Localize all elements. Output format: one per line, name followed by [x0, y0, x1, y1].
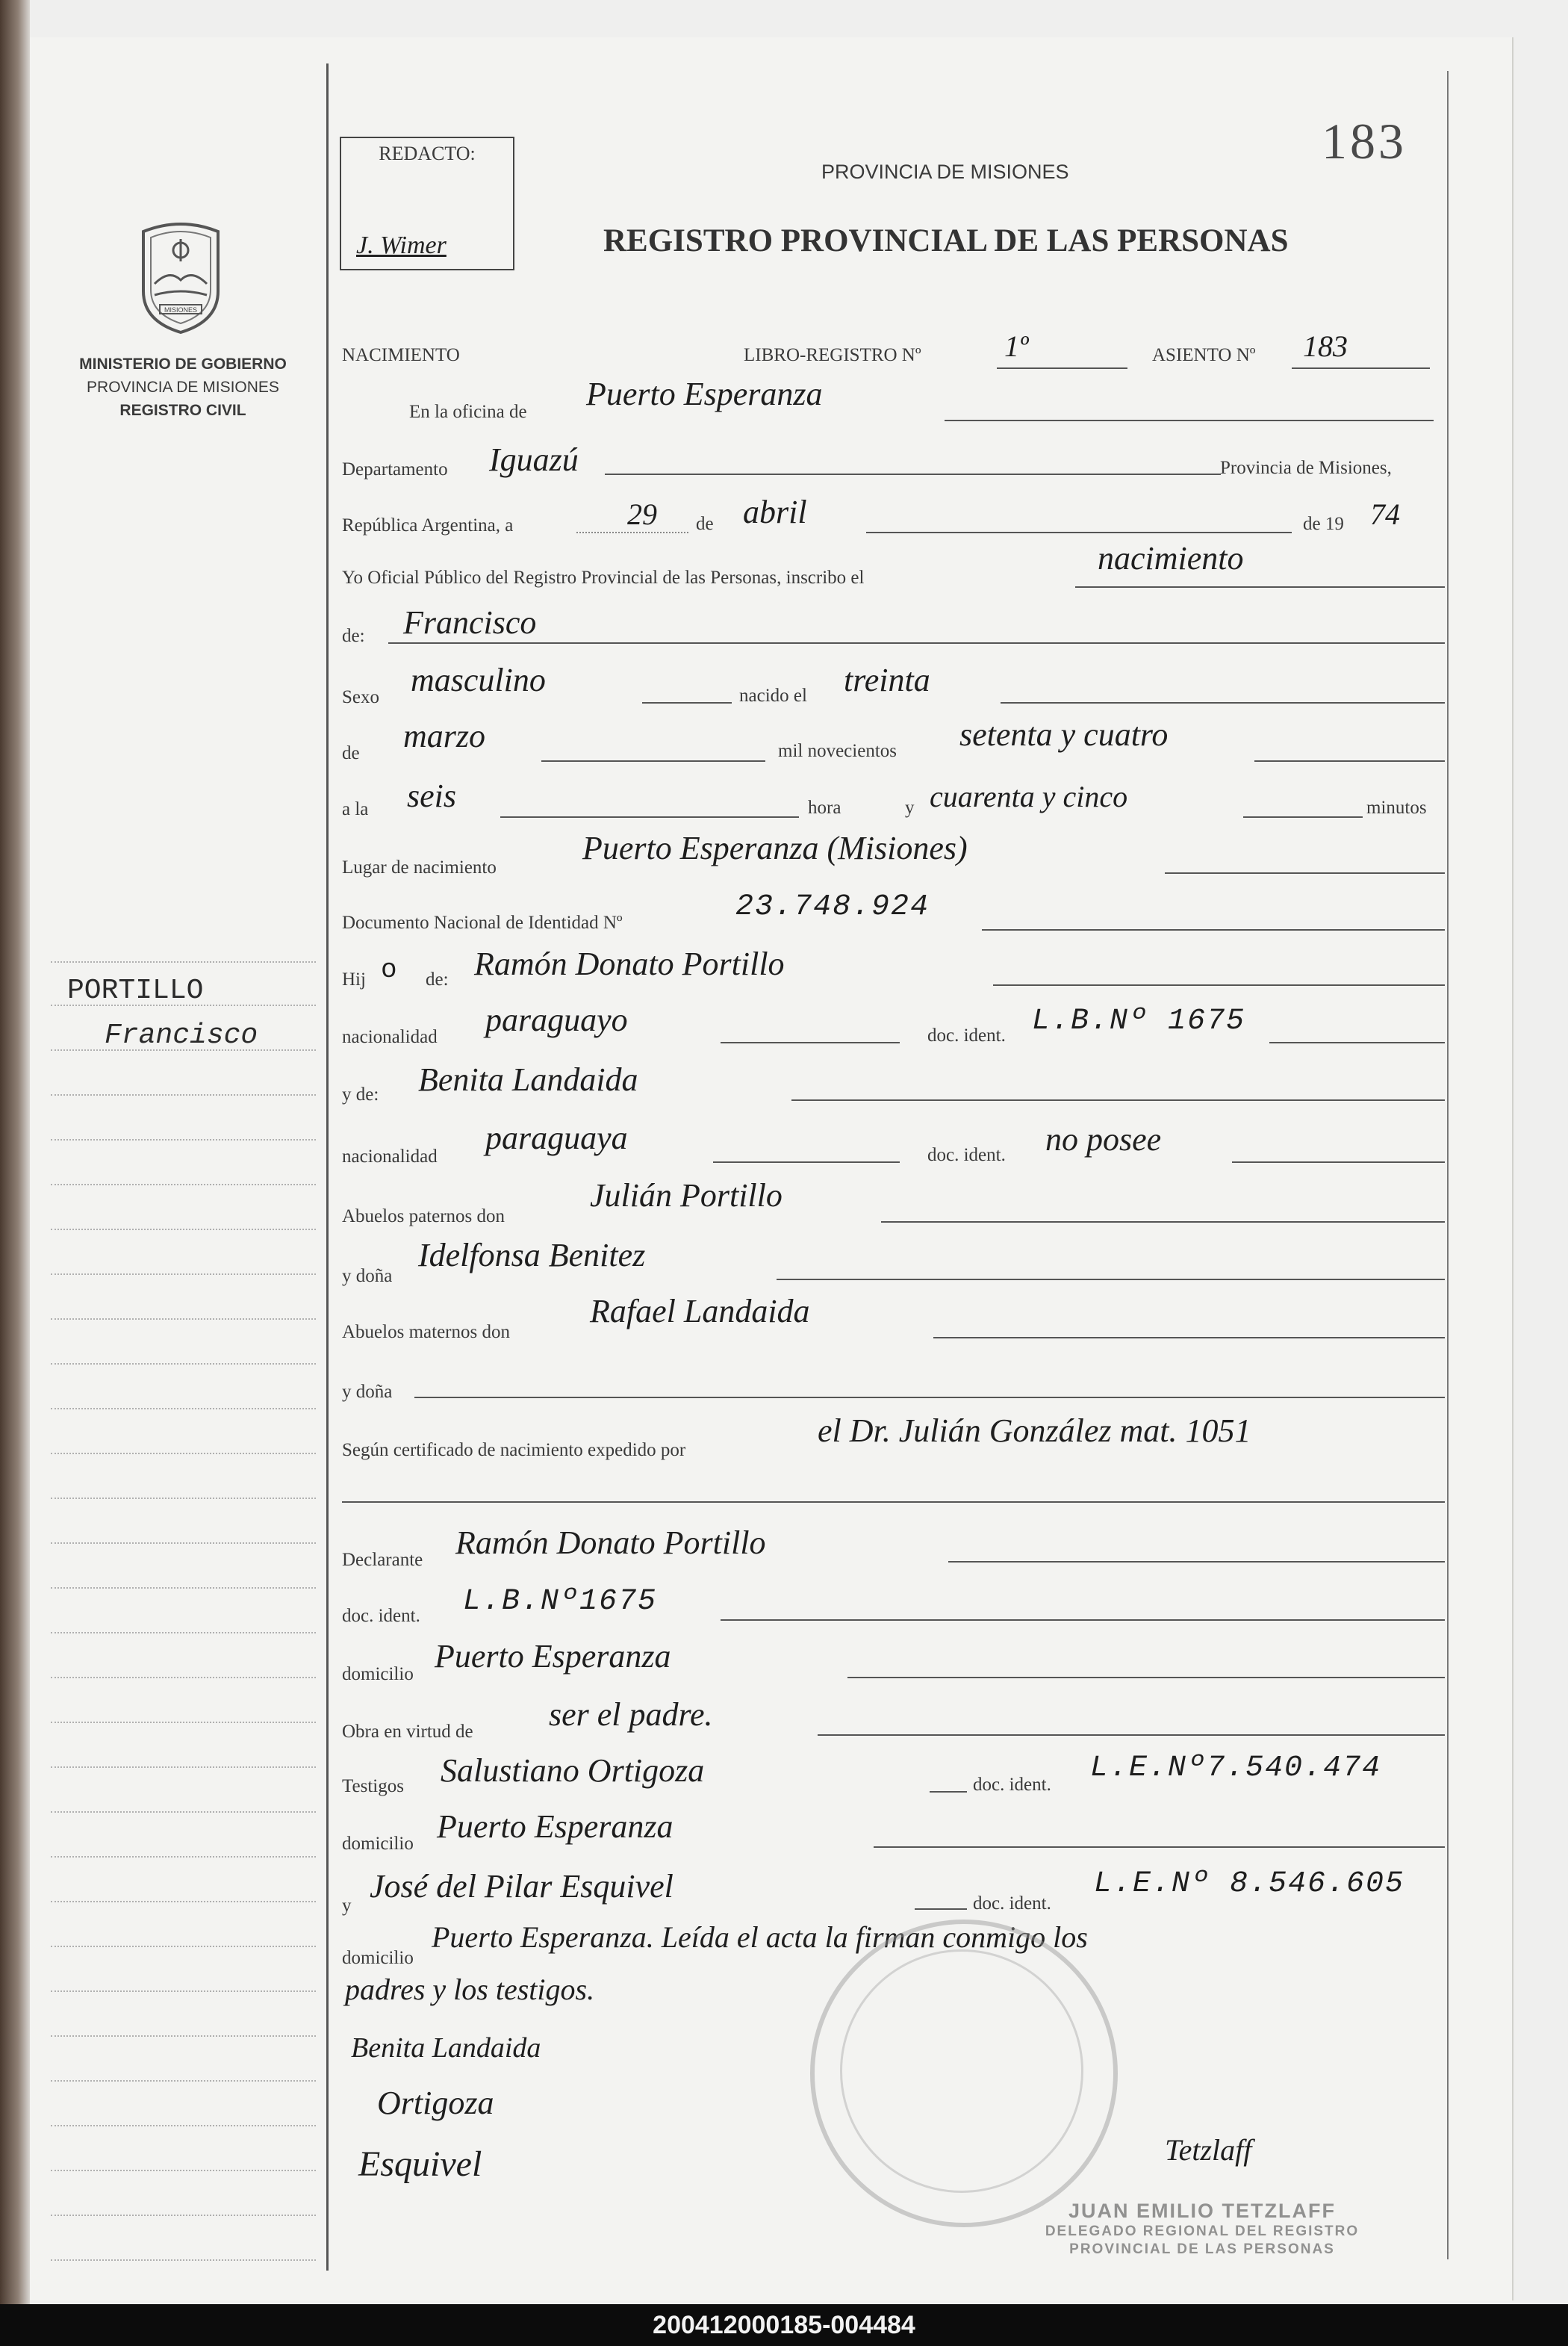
- anio-value: 74: [1370, 497, 1400, 531]
- leida-continuation: padres y los testigos.: [345, 1973, 595, 2006]
- margin-rule: [326, 63, 329, 2271]
- hora-line: [500, 816, 799, 818]
- departamento-label: Departamento: [342, 459, 448, 480]
- sidebar-line: [51, 1766, 316, 1768]
- domicilio-label-3: domicilio: [342, 1948, 414, 1968]
- domicilio-line: [847, 1677, 1445, 1678]
- departamento-value: Iguazú: [489, 441, 579, 478]
- sidebar-line: [51, 1946, 316, 1947]
- madre-value: Benita Landaida: [418, 1061, 638, 1098]
- registry-label: REGISTRO CIVIL: [119, 402, 246, 419]
- hij-label: Hij: [342, 969, 366, 990]
- abuelo-materno-line: [933, 1337, 1445, 1338]
- ministry-label: MINISTERIO DE GOBIERNO: [79, 356, 287, 373]
- asiento-line: [1292, 367, 1430, 369]
- domicilio-testigo1-value: Puerto Esperanza: [437, 1808, 673, 1845]
- header-title: REGISTRO PROVINCIAL DE LAS PERSONAS: [603, 223, 1289, 258]
- sidebar-line: [51, 1722, 316, 1723]
- abuelos-maternos-label: Abuelos maternos don: [342, 1322, 510, 1342]
- doc-declarante-line: [721, 1619, 1445, 1621]
- inscribo-line: [1075, 586, 1445, 588]
- domicilio-label-2: domicilio: [342, 1834, 414, 1854]
- redacto-signature: J. Wimer: [356, 232, 447, 259]
- official-name-stamp: [993, 2200, 1411, 2259]
- province-label: PROVINCIA DE MISIONES: [87, 379, 279, 396]
- inscribo-value: nacimiento: [1098, 540, 1244, 577]
- domicilio-label: domicilio: [342, 1664, 414, 1684]
- sidebar-line: [51, 2035, 316, 2037]
- obra-line: [818, 1734, 1445, 1736]
- page-number: 183: [1322, 113, 1407, 170]
- sidebar-line: [51, 1273, 316, 1275]
- nacionalidad-padre-line: [721, 1042, 900, 1043]
- ala-label: a la: [342, 799, 369, 819]
- asiento-value: 183: [1303, 329, 1348, 363]
- mes-line: [866, 532, 1292, 533]
- doc-declarante-value: L.B.Nº1675: [463, 1585, 658, 1619]
- de19-label: de 19: [1303, 514, 1344, 534]
- doc-padre-value: L.B.Nº 1675: [1032, 1005, 1246, 1038]
- declarante-label: Declarante: [342, 1550, 423, 1570]
- segun-label: Según certificado de nacimiento expedido por: [342, 1440, 686, 1460]
- right-rule: [1447, 71, 1449, 2259]
- departamento-line: [605, 474, 1221, 475]
- hij-value: o: [381, 955, 397, 985]
- mil-line: [1254, 760, 1445, 762]
- official-title-line-1: DELEGADO REGIONAL DEL REGISTRO: [1045, 2224, 1360, 2239]
- dni-value: 23.748.924: [735, 890, 930, 924]
- official-signature: Tetzlaff: [1165, 2133, 1252, 2167]
- signature-benita: Benita Landaida: [351, 2032, 541, 2064]
- doc-testigo1-value: L.E.Nº7.540.474: [1090, 1751, 1382, 1785]
- obra-value: ser el padre.: [549, 1696, 713, 1733]
- republica-label: República Argentina, a: [342, 515, 514, 536]
- doc-madre-line: [1232, 1161, 1445, 1163]
- libro-value: 1º: [1004, 329, 1029, 363]
- de2-label: de: [342, 743, 360, 763]
- seal-text: MISIONES: [164, 306, 198, 314]
- testigo2-line: [915, 1908, 967, 1910]
- sidebar-heading: [45, 353, 321, 422]
- sidebar-line: [51, 1453, 316, 1454]
- signature-ortigoza: Ortigoza: [377, 2085, 494, 2121]
- sexo-line: [642, 702, 732, 704]
- segun-line-2: [342, 1501, 1445, 1503]
- doc-ident-label-2: doc. ident.: [927, 1145, 1006, 1165]
- sidebar-line: [51, 1901, 316, 1902]
- obra-label: Obra en virtud de: [342, 1722, 473, 1742]
- lugar-value: Puerto Esperanza (Misiones): [582, 830, 968, 866]
- asiento-label: ASIENTO Nº: [1152, 345, 1256, 365]
- dia-value: 29: [627, 497, 657, 531]
- declarante-line: [948, 1561, 1445, 1563]
- nacimiento-label: NACIMIENTO: [342, 345, 460, 365]
- sidebar-line: [51, 1587, 316, 1589]
- nacido-value: treinta: [844, 662, 930, 698]
- header-province: PROVINCIA DE MISIONES: [821, 161, 1069, 183]
- official-name: JUAN EMILIO TETZLAFF: [1068, 2200, 1336, 2222]
- oficina-label: En la oficina de: [409, 402, 527, 422]
- y-label: y: [905, 798, 915, 818]
- domicilio-value: Puerto Esperanza: [435, 1638, 671, 1675]
- sidebar-line: [51, 1408, 316, 1409]
- sidebar-line: [51, 1139, 316, 1141]
- padre-value: Ramón Donato Portillo: [474, 946, 785, 982]
- segun-value: el Dr. Julián González mat. 1051: [818, 1412, 1251, 1449]
- doc-ident-label-5: doc. ident.: [973, 1893, 1051, 1914]
- sidebar-line: [51, 1498, 316, 1499]
- nombre-line: [388, 642, 1445, 644]
- doc-padre-line: [1269, 1042, 1445, 1043]
- lugar-label: Lugar de nacimiento: [342, 857, 497, 878]
- oficina-value: Puerto Esperanza: [586, 376, 823, 412]
- de-colon-label: de:: [342, 626, 365, 646]
- sidebar-line: [51, 1632, 316, 1633]
- provincial-seal-icon: [128, 217, 233, 336]
- abuela-materna-line: [414, 1397, 1445, 1398]
- doc-madre-value: no posee: [1045, 1121, 1162, 1158]
- sidebar-line: [51, 2215, 316, 2216]
- mes-value: abril: [743, 494, 807, 530]
- lugar-line: [1165, 872, 1445, 874]
- abuela-paterna-line: [777, 1279, 1445, 1280]
- sidebar-line: [51, 1094, 316, 1096]
- de-label: de: [696, 514, 714, 534]
- dia-line: [576, 532, 688, 533]
- declarante-value: Ramón Donato Portillo: [455, 1524, 766, 1561]
- mes2-line: [541, 760, 765, 762]
- nacionalidad-label: nacionalidad: [342, 1027, 438, 1047]
- sidebar-given-name: Francisco: [105, 1020, 258, 1052]
- libro-label: LIBRO-REGISTRO Nº: [744, 345, 921, 365]
- doc-ident-label-3: doc. ident.: [342, 1606, 420, 1626]
- domicilio-testigo2-value: Puerto Esperanza. Leída el acta la firman conmigo los: [432, 1920, 1088, 1954]
- sidebar-line: [51, 1229, 316, 1230]
- minutos-label: minutos: [1366, 798, 1427, 818]
- nombre-value: Francisco: [403, 604, 537, 641]
- inscribo-label: Yo Oficial Público del Registro Provincial de las Personas, inscribo el: [342, 568, 865, 588]
- redacto-box: [340, 137, 514, 270]
- redacto-label: REDACTO:: [379, 143, 476, 164]
- doc-ident-label-4: doc. ident.: [973, 1775, 1051, 1795]
- sidebar-line: [51, 1990, 316, 1992]
- testigo1-value: Salustiano Ortigoza: [441, 1752, 705, 1789]
- minutos-value: cuarenta y cinco: [930, 780, 1128, 813]
- domicilio-testigo1-line: [874, 1846, 1445, 1848]
- abuela-paterna-value: Idelfonsa Benitez: [418, 1237, 646, 1273]
- ydona-label-2: y doña: [342, 1382, 393, 1402]
- yde-label: y de:: [342, 1084, 379, 1105]
- hora-label: hora: [808, 798, 841, 818]
- sidebar-line: [51, 961, 316, 963]
- testigos-label: Testigos: [342, 1776, 404, 1796]
- sexo-value: masculino: [411, 662, 546, 698]
- sidebar-line: [51, 2125, 316, 2126]
- y-testigo-label: y: [342, 1896, 352, 1916]
- official-seal-inner-ring: [840, 1949, 1083, 2193]
- sidebar-surname: PORTILLO: [67, 975, 204, 1007]
- nacionalidad-madre-value: paraguaya: [485, 1120, 628, 1156]
- minutos-line: [1243, 816, 1363, 818]
- book-binding: [0, 0, 30, 2346]
- sidebar-line: [51, 2170, 316, 2171]
- testigo1-line: [930, 1791, 967, 1793]
- de3-label: de:: [426, 969, 449, 990]
- official-title-line-2: PROVINCIAL DE LAS PERSONAS: [1069, 2241, 1335, 2257]
- sexo-label: Sexo: [342, 687, 379, 707]
- provincia-label: Provincia de Misiones,: [1220, 458, 1392, 478]
- abuelo-paterno-line: [881, 1221, 1445, 1223]
- nacido-label: nacido el: [739, 686, 807, 706]
- dni-label: Documento Nacional de Identidad Nº: [342, 913, 623, 933]
- abuelo-materno-value: Rafael Landaida: [590, 1293, 810, 1329]
- sidebar-line: [51, 1811, 316, 1813]
- nacionalidad-madre-line: [713, 1161, 900, 1163]
- padre-line: [993, 984, 1445, 986]
- testigo2-value: José del Pilar Esquivel: [370, 1868, 673, 1905]
- nacionalidad-label-2: nacionalidad: [342, 1146, 438, 1167]
- abuelos-paternos-label: Abuelos paternos don: [342, 1206, 505, 1226]
- image-id-footer: 200412000185-004484: [0, 2304, 1568, 2346]
- mes2-value: marzo: [403, 718, 486, 754]
- doc-ident-label: doc. ident.: [927, 1025, 1006, 1046]
- abuelo-paterno-value: Julián Portillo: [590, 1177, 783, 1214]
- sidebar-line: [51, 2259, 316, 2261]
- dni-line: [982, 929, 1445, 931]
- libro-line: [997, 367, 1127, 369]
- signature-esquivel: Esquivel: [358, 2144, 482, 2184]
- hora-value: seis: [407, 778, 456, 814]
- ydona-label: y doña: [342, 1266, 393, 1286]
- nacido-line: [1001, 702, 1445, 704]
- sidebar-line: [51, 1318, 316, 1320]
- oficina-line: [945, 420, 1434, 421]
- mil-value: setenta y cuatro: [959, 716, 1169, 753]
- sidebar-line: [51, 1542, 316, 1544]
- doc-testigo2-value: L.E.Nº 8.546.605: [1094, 1867, 1405, 1901]
- sidebar-line: [51, 1856, 316, 1858]
- sidebar-line: [51, 1184, 316, 1185]
- sidebar-line: [51, 2080, 316, 2082]
- madre-line: [791, 1099, 1445, 1101]
- mil-label: mil novecientos: [778, 741, 897, 761]
- nacionalidad-padre-value: paraguayo: [485, 1002, 628, 1038]
- sidebar-line: [51, 1363, 316, 1365]
- sidebar-line: [51, 1677, 316, 1678]
